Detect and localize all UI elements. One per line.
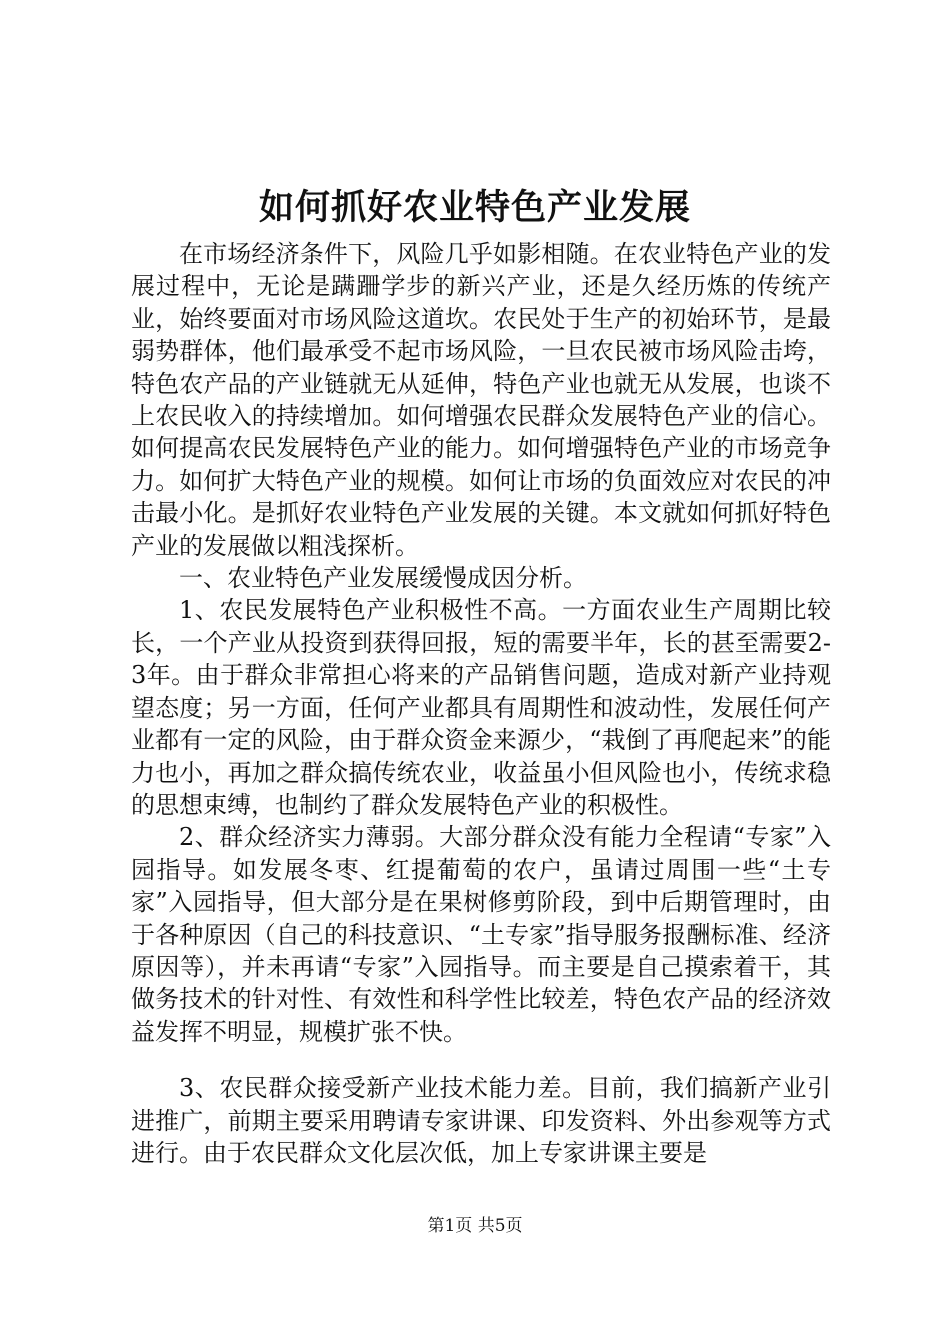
paragraph-intro: 在市场经济条件下，风险几乎如影相随。在农业特色产业的发展过程中，无论是蹒跚学步的新兴产业，还是久经历炼的传统产业，始终要面对市场风险这道坎。农民处于生产的初始环节，是最弱势群体，他们最承受不起市场风险，一旦农民被市场风险击垮，特色农产品的产业链就无从延伸，特色产业也就无从发展，也谈不上农民收入的持续增加。如何增强农民群众发展特色产业的信心。如何提高农民发展特色产业的能力。如何增强特色产业的市场竞争力。如何扩大特色产业的规模。如何让市场的负面效应对农民的冲击最小化。是抓好农业特色产业发展的关键。本文就如何抓好特色产业的发展做以粗浅探析。 <box>131 240 831 560</box>
paragraph-point-2: 2、群众经济实力薄弱。大部分群众没有能力全程请“专家”入园指导。如发展冬枣、红提葡萄的农户，虽请过周围一些“土专家”入园指导，但大部分是在果树修剪阶段，到中后期管理时，由于各种原因（自己的科技意识、“土专家”指导服务报酬标准、经济原因等），并未再请“专家”入园指导。而主要是自己摸索着干，其做务技术的针对性、有效性和科学性比较差，特色农产品的经济效益发挥不明显，规模扩张不快。 <box>131 823 831 1046</box>
paragraph-section-heading: 一、农业特色产业发展缓慢成因分析。 <box>179 564 587 593</box>
page-footer: 第1页 共5页 <box>427 1216 523 1236</box>
document-body <box>131 238 831 1169</box>
paragraph-point-3: 3、农民群众接受新产业技术能力差。目前，我们搞新产业引进推广，前期主要采用聘请专家讲课、印发资料、外出参观等方式进行。由于农民群众文化层次低，加上专家讲课主要是 <box>131 1074 831 1167</box>
paragraph-point-1: 1、农民发展特色产业积极性不高。一方面农业生产周期比较长，一个产业从投资到获得回报，短的需要半年，长的甚至需要2-3年。由于群众非常担心将来的产品销售问题，造成对新产业持观望态度；另一方面，任何产业都具有周期性和波动性，发展任何产业都有一定的风险，由于群众资金来源少，“栽倒了再爬起来”的能力也小，再加之群众搞传统农业，收益虽小但风险也小，传统求稳的思想束缚，也制约了群众发展特色产业的积极性。 <box>131 596 831 819</box>
document-title: 如何抓好农业特色产业发展 <box>258 187 691 228</box>
